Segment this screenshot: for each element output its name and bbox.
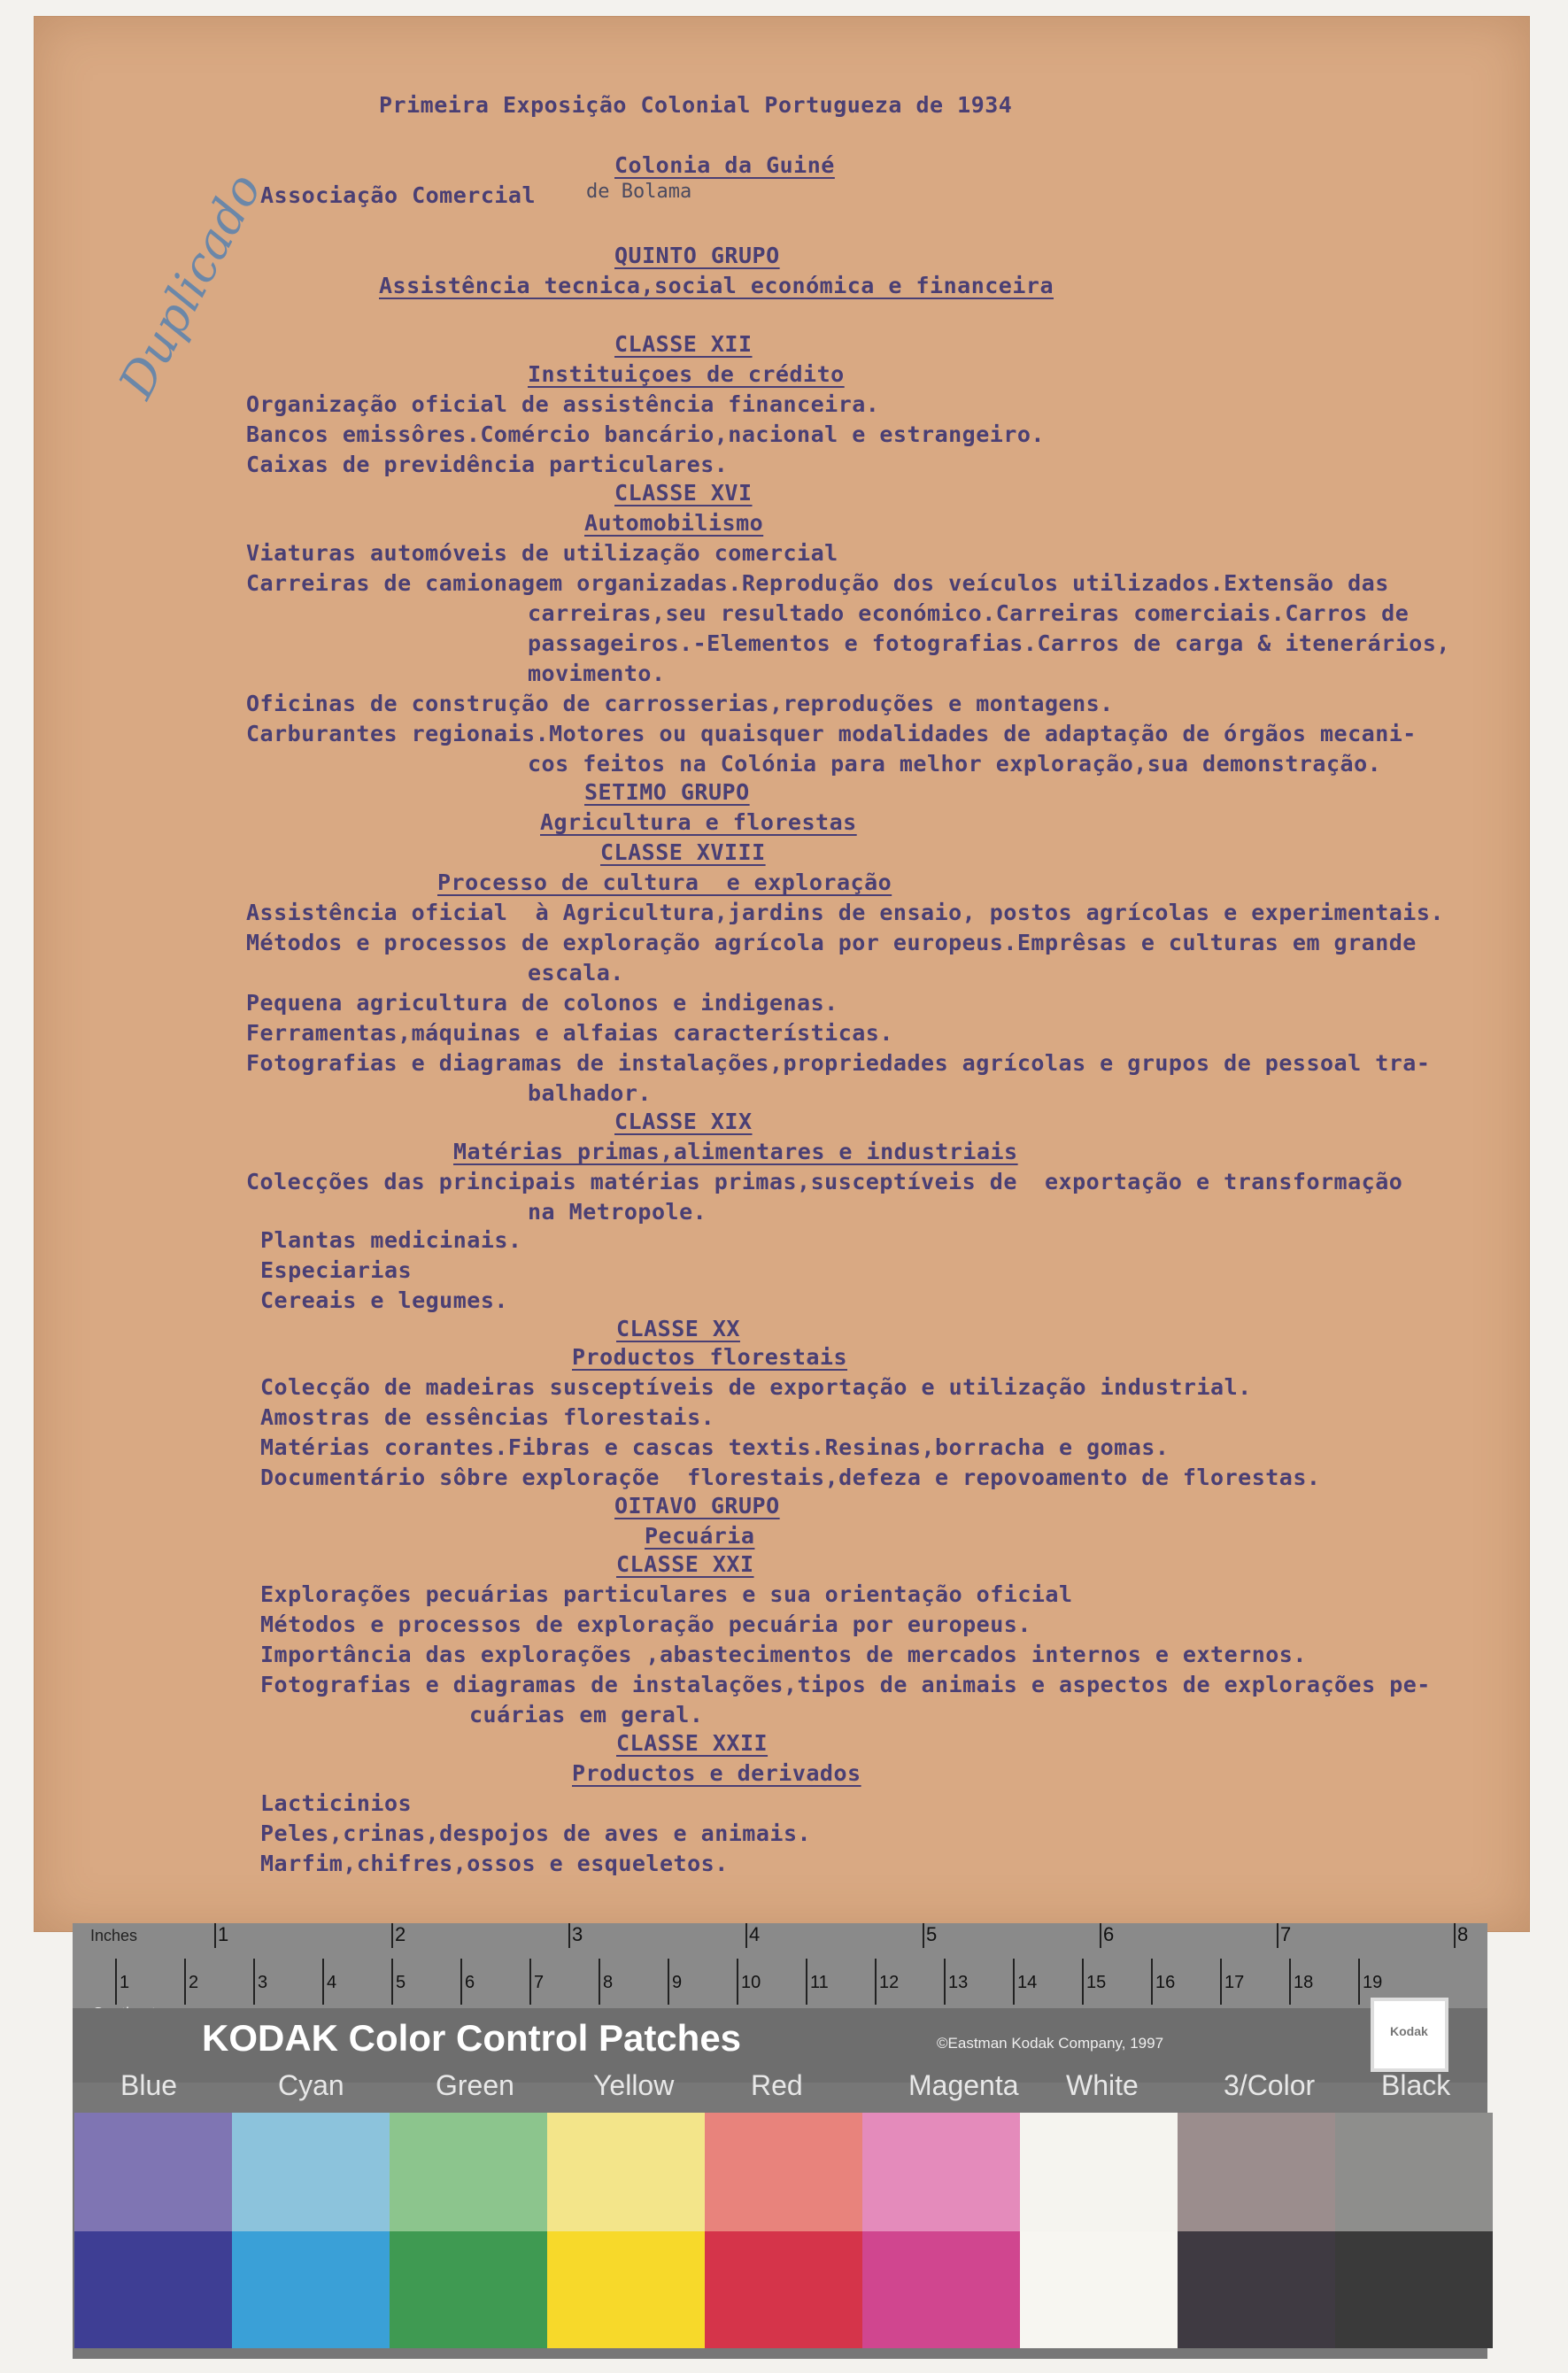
class12-line: Bancos emissôres.Comércio bancário,nacional e estrangeiro.	[246, 421, 1045, 447]
group5-subtitle: Assistência tecnica,social económica e financeira	[379, 273, 1054, 298]
ruler-cm-number: 18	[1294, 1973, 1314, 1992]
ruler-cm-number: 13	[948, 1973, 969, 1992]
ruler-cm-tick	[253, 1959, 255, 2005]
color-patch-red-light	[705, 2113, 862, 2231]
color-patch-white-dark	[1020, 2231, 1178, 2348]
ruler-inch-tick	[1454, 1923, 1456, 1948]
association-location: de Bolama	[586, 181, 692, 203]
color-patch-black-dark	[1335, 2231, 1493, 2348]
class18-line: Fotografias e diagramas de instalações,propriedades agrícolas e grupos de pessoal tra-	[246, 1050, 1431, 1076]
colony-name: Colonia da Guiné	[614, 152, 835, 178]
color-patch-yellow-light	[547, 2113, 705, 2231]
ruler-cm-tick	[806, 1959, 807, 2005]
group7-subtitle: Agricultura e florestas	[540, 809, 857, 835]
ruler-cm-number: 6	[465, 1973, 475, 1992]
patch-label: Cyan	[278, 2069, 344, 2101]
ruler-cm-tick	[1220, 1959, 1222, 2005]
patch-label: Yellow	[593, 2069, 675, 2101]
class22-title: CLASSE XXII	[616, 1730, 769, 1756]
class20-title: CLASSE XX	[616, 1316, 740, 1341]
class16-line: carreiras,seu resultado económico.Carreiras comerciais.Carros de	[528, 600, 1410, 626]
color-patch-magenta-dark	[862, 2231, 1020, 2348]
ruler-inch-number: 6	[1103, 1923, 1115, 1945]
class19-line: na Metropole.	[528, 1199, 707, 1225]
group7-title: SETIMO GRUPO	[584, 779, 750, 805]
patch-label: White	[1066, 2069, 1139, 2101]
class21-line: Fotografias e diagramas de instalações,tipos de animais e aspectos de explorações pe-	[260, 1672, 1431, 1697]
kodak-copyright: ©Eastman Kodak Company, 1997	[937, 2035, 1164, 2052]
class18-line: escala.	[528, 960, 624, 986]
class20-line: Documentário sôbre exploraçõe florestais,defeza e repovoamento de florestas.	[260, 1465, 1321, 1490]
patch-label: Red	[751, 2069, 803, 2101]
class20-line: Matérias corantes.Fibras e cascas textis.Resinas,borracha e gomas.	[260, 1434, 1170, 1460]
class22-line: Peles,crinas,despojos de aves e animais.	[260, 1820, 812, 1846]
class20-subtitle: Productos florestais	[572, 1344, 848, 1370]
class19-title: CLASSE XIX	[614, 1109, 753, 1134]
ruler-cm-number: 7	[534, 1973, 545, 1992]
ruler-cm-number: 17	[1224, 1973, 1245, 1992]
patch-label: Green	[436, 2069, 514, 2101]
ruler-cm-tick	[875, 1959, 877, 2005]
class16-line: Viaturas automóveis de utilização comercial	[246, 540, 838, 566]
ruler-cm-tick	[322, 1959, 324, 2005]
ruler-inch-tick	[391, 1923, 393, 1948]
ruler-cm-number: 15	[1086, 1973, 1107, 1992]
class16-line: Oficinas de construção de carrosserias,reproduções e montagens.	[246, 691, 1114, 716]
ruler-inch-number: 1	[218, 1923, 229, 1945]
color-patch-blue-dark	[74, 2231, 232, 2348]
class12-subtitle: Instituiçoes de crédito	[528, 361, 845, 387]
ruler-inch-number: 3	[572, 1923, 583, 1945]
class16-subtitle: Automobilismo	[584, 510, 764, 536]
class19-line: Colecções das principais matérias primas,susceptíveis de exportação e transformação	[246, 1169, 1403, 1194]
ruler-cm-number: 16	[1155, 1973, 1176, 1992]
class21-line: cuárias em geral.	[469, 1702, 704, 1728]
ruler-cm-number: 2	[189, 1973, 199, 1992]
ruler-cm-number: 12	[879, 1973, 900, 1992]
class20-line: Amostras de essências florestais.	[260, 1404, 715, 1430]
ruler-cm-tick	[1289, 1959, 1291, 2005]
color-patch-green-light	[390, 2113, 547, 2231]
class18-title: CLASSE XVIII	[600, 839, 766, 865]
ruler-cm-number: 10	[741, 1973, 761, 1992]
color-patch-yellow-dark	[547, 2231, 705, 2348]
ruler-cm-tick	[1013, 1959, 1015, 2005]
ruler-inch-number: 8	[1457, 1923, 1469, 1945]
ruler-inch-tick	[1277, 1923, 1278, 1948]
ruler-cm-tick	[1358, 1959, 1360, 2005]
ruler-inch-number: 2	[395, 1923, 406, 1945]
ruler-cm-tick	[391, 1959, 393, 2005]
color-patch-red-dark	[705, 2231, 862, 2348]
ruler-inch-tick	[214, 1923, 216, 1948]
ruler-inch-number: 7	[1280, 1923, 1292, 1945]
kodak-color-target	[73, 1923, 1487, 2359]
class19-line: Plantas medicinais.	[260, 1227, 522, 1253]
handwritten-note: Duplicado	[108, 164, 273, 407]
ruler-cm-tick	[599, 1959, 600, 2005]
class21-line: Importância das explorações ,abastecimentos de mercados internos e externos.	[260, 1642, 1307, 1667]
ruler-cm-tick	[115, 1959, 117, 2005]
ruler-cm-number: 14	[1017, 1973, 1038, 1992]
class22-subtitle: Productos e derivados	[572, 1760, 861, 1786]
group8-subtitle: Pecuária	[645, 1523, 755, 1549]
class16-line: cos feitos na Colónia para melhor exploração,sua demonstração.	[528, 751, 1382, 777]
class12-title: CLASSE XII	[614, 331, 753, 357]
ruler-inch-tick	[745, 1923, 747, 1948]
class20-line: Colecção de madeiras susceptíveis de exportação e utilização industrial.	[260, 1374, 1252, 1400]
class19-subtitle: Matérias primas,alimentares e industriais	[453, 1139, 1018, 1164]
color-patch-blue-light	[74, 2113, 232, 2231]
color-patch-3-color-light	[1178, 2113, 1335, 2231]
ruler-inch-number: 5	[926, 1923, 938, 1945]
patch-label: Magenta	[908, 2069, 1019, 2101]
ruler-inch-number: 4	[749, 1923, 761, 1945]
class18-line: Métodos e processos de exploração agrícola por europeus.Emprêsas e culturas em grande	[246, 930, 1417, 955]
class18-line: Pequena agricultura de colonos e indigenas.	[246, 990, 838, 1016]
ruler-cm-tick	[944, 1959, 946, 2005]
class16-line: Carburantes regionais.Motores ou quaisquer modalidades de adaptação de órgãos mecani-	[246, 721, 1417, 746]
ruler-cm-number: 5	[396, 1973, 406, 1992]
ruler-cm-tick	[460, 1959, 462, 2005]
association-name: Associação Comercial	[260, 182, 537, 208]
patch-label: Blue	[120, 2069, 178, 2101]
ruler-inch-tick	[1100, 1923, 1101, 1948]
ruler-cm-tick	[737, 1959, 738, 2005]
color-patch-cyan-dark	[232, 2231, 390, 2348]
class16-title: CLASSE XVI	[614, 480, 753, 506]
ruler-inch-tick	[568, 1923, 570, 1948]
color-patch-cyan-light	[232, 2113, 390, 2231]
color-patch-black-light	[1335, 2113, 1493, 2231]
patch-label: Black	[1381, 2069, 1451, 2101]
class12-line: Organização oficial de assistência financeira.	[246, 391, 880, 417]
kodak-logo-text: Kodak	[1390, 2024, 1428, 2038]
ruler-cm-number: 8	[603, 1973, 614, 1992]
ruler-cm-number: 11	[810, 1973, 829, 1992]
class21-line: Métodos e processos de exploração pecuária por europeus.	[260, 1612, 1031, 1637]
class16-line: Carreiras de camionagem organizadas.Reprodução dos veículos utilizados.Extensão das	[246, 570, 1389, 596]
measuring-ruler	[73, 1923, 1487, 2008]
color-patch-white-light	[1020, 2113, 1178, 2231]
ruler-cm-tick	[668, 1959, 669, 2005]
class16-line: passageiros.-Elementos e fotografias.Carros de carga & itenerários,	[528, 630, 1450, 656]
ruler-cm-tick	[529, 1959, 531, 2005]
class22-line: Lacticinios	[260, 1790, 413, 1816]
ruler-cm-tick	[1082, 1959, 1084, 2005]
class12-line: Caixas de previdência particulares.	[246, 452, 729, 477]
ruler-cm-number: 3	[258, 1973, 268, 1992]
class18-line: Ferramentas,máquinas e alfaias características.	[246, 1020, 893, 1046]
class18-subtitle: Processo de cultura e exploração	[437, 870, 892, 895]
group5-title: QUINTO GRUPO	[614, 243, 780, 268]
ruler-cm-number: 1	[120, 1973, 130, 1992]
ruler-cm-number: 19	[1363, 1973, 1383, 1992]
class16-line: movimento.	[528, 661, 666, 686]
kodak-title: KODAK Color Control Patches	[202, 2017, 742, 2059]
color-patch-magenta-light	[862, 2113, 1020, 2231]
ruler-cm-tick	[184, 1959, 186, 2005]
class21-line: Explorações pecuárias particulares e sua orientação oficial	[260, 1581, 1073, 1607]
class18-line: Assistência oficial à Agricultura,jardins de ensaio, postos agrícolas e experimentais.	[246, 900, 1444, 925]
color-patch-3-color-dark	[1178, 2231, 1335, 2348]
ruler-cm-number: 9	[672, 1973, 683, 1992]
class18-line: balhador.	[528, 1080, 652, 1106]
class19-line: Cereais e legumes.	[260, 1287, 508, 1313]
patch-label: 3/Color	[1224, 2069, 1316, 2101]
group8-title: OITAVO GRUPO	[614, 1493, 780, 1519]
ruler-inch-tick	[923, 1923, 924, 1948]
ruler-cm-tick	[1151, 1959, 1153, 2005]
class21-title: CLASSE XXI	[616, 1551, 754, 1577]
kodak-logo	[1371, 1998, 1448, 2072]
exhibition-heading: Primeira Exposição Colonial Portugueza de 1934	[379, 92, 1013, 118]
ruler-cm-number: 4	[327, 1973, 337, 1992]
class19-line: Especiarias	[260, 1257, 413, 1283]
class22-line: Marfim,chifres,ossos e esqueletos.	[260, 1851, 729, 1876]
ruler-inches-label: Inches	[90, 1927, 138, 1944]
color-patch-green-dark	[390, 2231, 547, 2348]
